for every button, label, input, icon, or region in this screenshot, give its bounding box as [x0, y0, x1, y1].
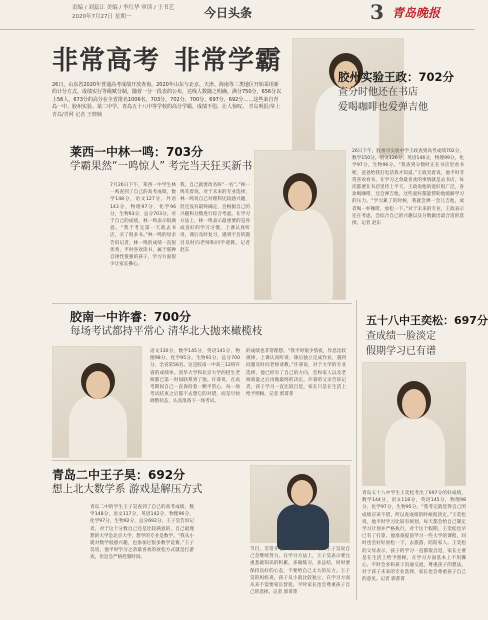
newspaper-logo: 青岛晚报 [392, 6, 441, 20]
article-body-laixi-1: 7月26日下午，莱西一中学生林一鸣查到了自己的高考成绩，数学148分，语文127分，外语143分，物理97分，化学96分，生物93分，总分703分。对于自己的成绩，林一鸣表示很满意。“我于考完第一天就去书店，买了很多书。”林一鸣的母亲告诉记者，林一鸣的成绩一直很优秀，平时喜欢读书，属于那种自律性很强的孩子，学习方面很少让家长操心。 [110, 183, 176, 268]
article-body-58: 青岛五十八中学生王奕松考出了697分的好成绩，数学144分，语文118分，英语145分，物理98分，化学97分，生物95分。“我考完就觉得自己的成绩应该不错，所以查成绩的时候很淡定。”王奕松说，他平时学习比较有规划，每天都会给自己制定学习计划并严格执行。对于这个假期，王奕松也早已有了打算，他准备提前学习一些大学的课程，同时也会好好放松一下，去旅游，陪陪家人。王奕松的父母表示，孩子的学习一直都很自觉，家长主要是在生活上给予照顾，在学习方面基本上不用操心，平时会多和孩子沟通交流，尊重孩子的想法。对于孩子未来的专业选择，家长也会尊重孩子自己的意见。记者 郭菁菁 [362, 491, 466, 583]
article-body-jiaozhou: 26日下午，胶州市实验中学王政查到高考成绩702分，数学150分，语文126分，英语146分，物理99分，化学97分，生物96分。“我查到分数时正在书店里看书呢，爸爸给我打电话我才知道。”王政笑着说，他平时非常喜欢看书，在学习之余最喜欢的事情就是去书店，每次都要在书店里待上半天。王政说他的爱好很广泛，喜欢喝咖啡，还会弹吉他，这些爱好都能帮助他缓解学习的压力。“学习累了的时候，我就会弹一会儿吉他，或者喝一杯咖啡，放松一下。”对于未来的专业，王政表示还在考虑，会综合自己的兴趣以及分数做出最合适的选择。记者 赵东 [352, 149, 464, 227]
section-name: 今日头条 [204, 6, 253, 20]
divider-2 [52, 460, 352, 461]
article-body-jiaonan-1: 语文130分，数学145分，英语141分，物理98分，化学95分，生物91分，总分700分。全省第56名。这是胶南一中高三12班许睿的成绩单。清华大学和北京大学的招生老师都已第一时间联系到了他。许睿说，在高考期间自己一直保持着一颗平常心，每一场考试结束之后都不去想它的对错，而是尽快调整状态，认真准备下一场考试。 [150, 349, 240, 405]
column-divider [356, 300, 357, 600]
divider-1 [52, 303, 352, 304]
section-title-jiaozhou: 胶州实验王政：702分 [338, 70, 455, 84]
section-subtitle-jiaonan: 每场考试都持平常心 清华北大抛来橄榄枝 [70, 325, 263, 337]
page-number: 3 [370, 0, 384, 24]
section-subtitle-jiaozhou-1: 查分时他还在书店 [338, 87, 418, 98]
section-subtitle-qingdao2: 想上北大数学系 游戏是解压方式 [52, 483, 203, 495]
masthead [0, 0, 475, 30]
headline-part2: 非常学霸 [174, 46, 283, 76]
photo-lin-yiming [254, 150, 346, 300]
page-headline [52, 40, 282, 77]
lead-byline: 青岛晚报/掌上青岛/青网 记者 王晓楠 [52, 104, 281, 118]
lead-paragraph [52, 82, 282, 119]
section-title-58: 五十八中王奕松：697分 [366, 314, 488, 327]
lead-text: 26日，山东省2020年普通高考成绩开放查询。2020年山东与北京、天津、海南等二类地区开始采用新的计分方式，成绩实行等级赋分制，随着一分一段表的公布，达线人数随之明确。满分750分，656分以上56人，673分的高分在全省排名1006名，703分、702分、700分、697分、692分……这些来自青岛一中、胶州实验、第二中学、青岛五十八中等学校的高分学霸，成绩不俗，让人惊叹。 [52, 82, 282, 111]
headline-part1: 非常高考 [52, 46, 161, 76]
article-body-qingdao2-1: 青岛二中的学生王子昊查到了自己的高考成绩，数学148分，语文117分，英语142分，物理96分，化学97分，生物92分，总分692分。王子昊告诉记者，对于这个分数自己还是比较满意的，自己最理想的大学是北京大学，想学的专业是数学。“我从小就对数学很感兴趣，也参加过很多数学竞赛。”王子昊说，他平时学习之余最喜欢的放松方式就是打游戏，但是会严格控制时间。 [90, 505, 194, 561]
photo-wang-yisong [362, 362, 466, 486]
masthead-date: 2020年7月27日 星期一 [72, 14, 132, 20]
article-body-jiaonan-2: 的成绩也非常理想。“我平时很少熬夜，作息比较规律，上课认真听讲，课后独立完成作业，遇到问题及时向老师请教。”许睿说，对于大学的专业选择，他已经有了自己的方向，会和家人以及老师商量之后再做最终的决定。许睿的父亲告诉记者，孩子学习一直比较自觉，家长只是在生活上给予照顾。记者 郭菁菁 [246, 349, 346, 398]
section-title-qingdao2: 青岛二中王子昊：692分 [52, 468, 186, 482]
section-subtitle-58-1: 查成绩一脸淡定 [366, 331, 436, 342]
article-body-laixi-2: 我，自己就要改名叫“一名”。”林一鸣笑着说。对于未来的专业选择，林一鸣说自己对理科比较感兴趣，但还没有最终确定，会根据自己的兴趣和分数进行综合考虑。在学习方法上，林一鸣表示最重要的是养成良好的学习习惯，上课认真听讲，课后及时复习，遇到不会的题目及时向老师和同学请教。记者 赵东 [180, 183, 250, 253]
section-subtitle-58-2: 假期学习已有谱 [366, 346, 436, 357]
section-title-jiaonan: 胶南一中许睿：700分 [70, 310, 192, 324]
photo-xu-rui [52, 346, 142, 458]
photo-wang-zihao [250, 465, 350, 543]
section-subtitle-laixi: 学霸果然“一鸣惊人” 考完当天狂买新书 [70, 160, 253, 172]
masthead-editors: 责编 / 刘蕊江 美编 / 李红华 审读 / 王书艺 [72, 5, 175, 11]
article-body-qingdao2-2: 节目，非常开心。对于未来的学习，王子昊说自己会继续努力。在学习方法上，王子昊表示要注重基础知识的积累，多做练习，多总结，同时要保持良好的心态，不要给自己太大的压力。王子昊的妈妈说，孩子从小就比较独立，在学习方面从来不需要家长督促，平时家长也会尊重孩子自己的选择。记者 郭菁菁 [250, 547, 350, 596]
section-subtitle-jiaozhou-2: 爱喝咖啡也爱弹吉他 [338, 102, 428, 113]
section-title-laixi: 莱西一中林一鸣：703分 [70, 145, 204, 159]
